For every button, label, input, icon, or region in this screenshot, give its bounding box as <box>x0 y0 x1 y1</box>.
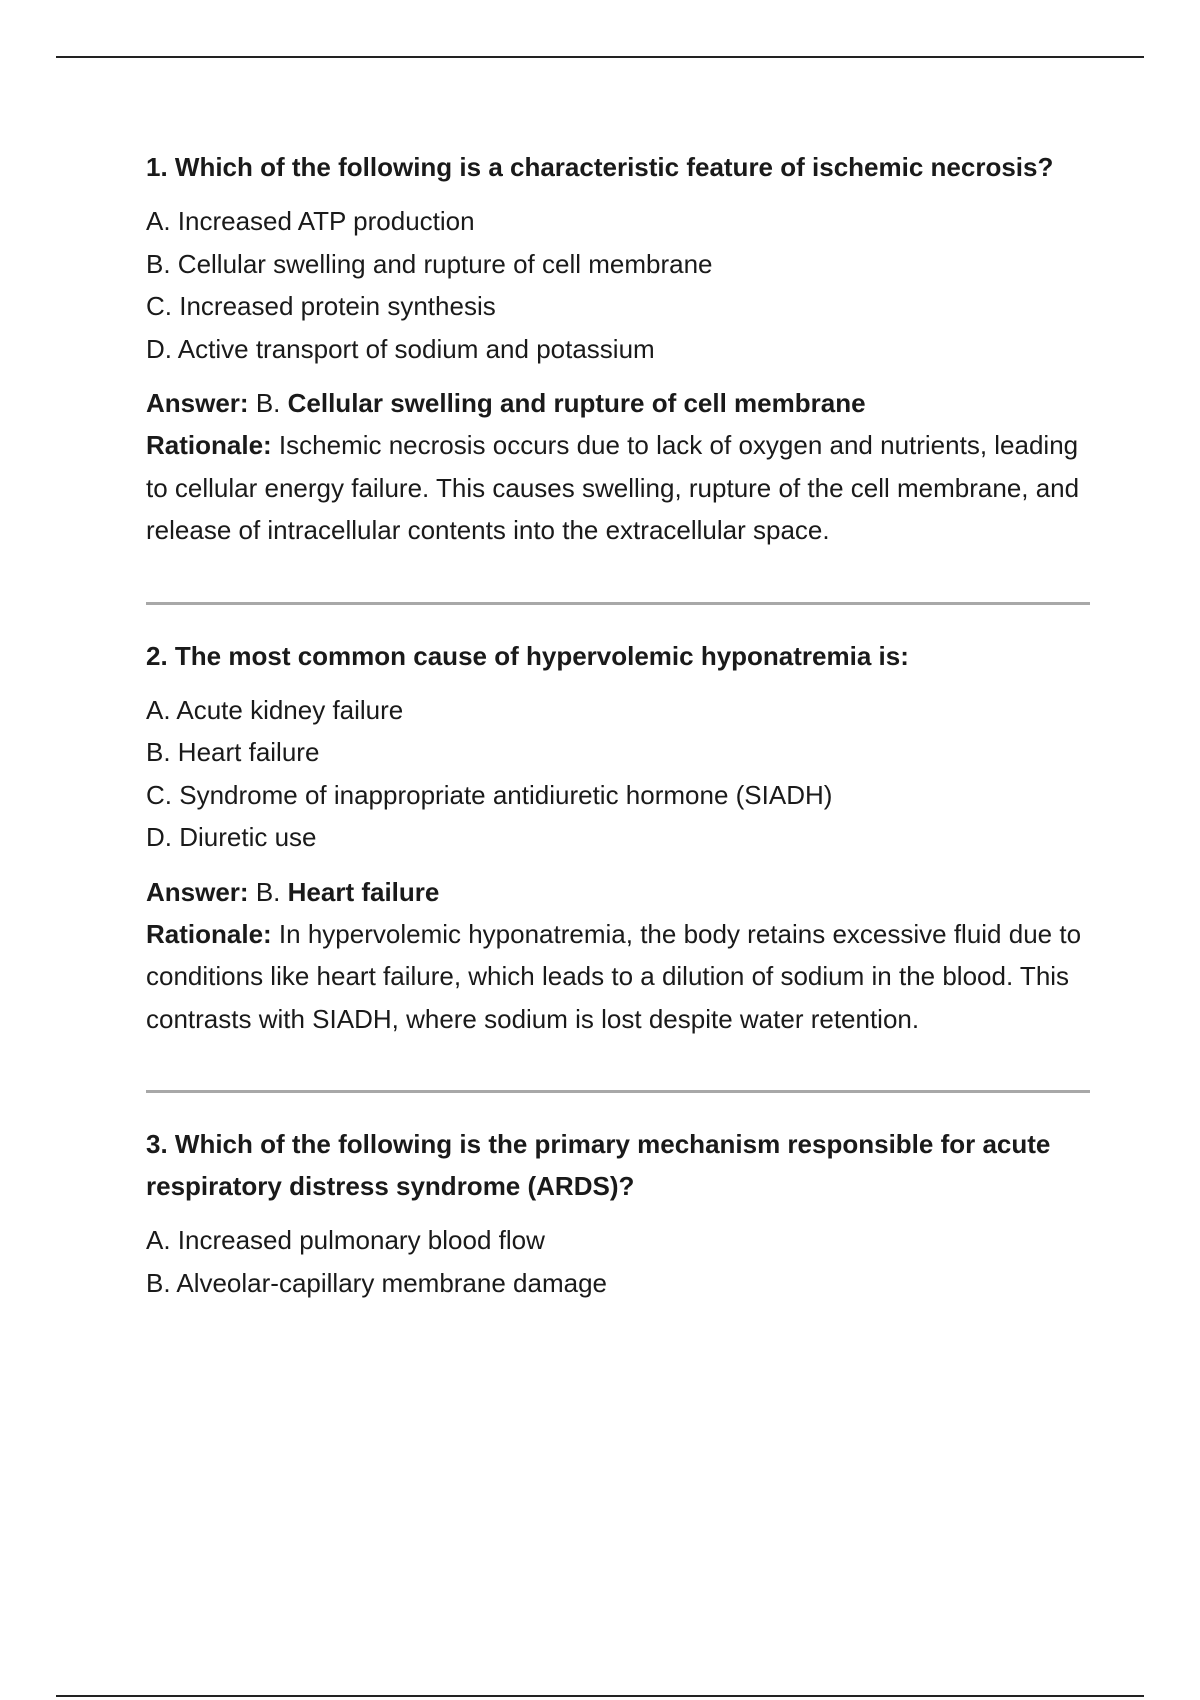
page-bottom-rule <box>56 1695 1144 1697</box>
answer-letter: B. <box>255 388 281 418</box>
rationale-paragraph <box>146 913 1090 1041</box>
option-list <box>146 1219 1090 1304</box>
rationale-label: Rationale: <box>146 430 272 460</box>
option-item: B. Cellular swelling and rupture of cell membrane <box>146 248 713 279</box>
section-divider <box>146 602 1090 605</box>
answer-label: Answer: <box>146 388 249 418</box>
rationale-text: Ischemic necrosis occurs due to lack of oxygen and nutrients, leading to cellular energy failure. This causes swelling, rupture of the cell membrane, and release of intracellular contents into the extracellular space. <box>146 430 1080 545</box>
option-item: D. Diuretic use <box>146 822 317 852</box>
rationale-text: In hypervolemic hyponatremia, the body retains excessive fluid due to conditions like heart failure, which leads to a dilution of sodium in the blood. This contrasts with SIADH, where sodium is lost despite water retention. <box>146 918 1082 1034</box>
page-top-rule <box>56 56 1144 58</box>
option-item: A. Increased ATP production <box>146 206 475 236</box>
rationale-label: Rationale: <box>146 918 272 949</box>
option-item: C. Syndrome of inappropriate antidiuretic hormone (SIADH) <box>146 779 833 810</box>
option-list <box>146 200 1090 370</box>
section-divider <box>146 1090 1090 1093</box>
option-item: C. Increased protein synthesis <box>146 291 496 321</box>
option-item: A. Increased pulmonary blood flow <box>146 1225 545 1255</box>
answer-letter: B. <box>255 876 281 907</box>
answer-line <box>146 871 1090 913</box>
question-block-3 <box>146 1123 1090 1304</box>
option-list <box>146 689 1090 859</box>
option-item: B. Heart failure <box>146 737 320 767</box>
question-text: 1. Which of the following is a characteristic feature of ischemic necrosis? <box>146 152 1054 182</box>
question-text: 2. The most common cause of hypervolemic hyponatremia is: <box>146 640 909 671</box>
question-block-2 <box>146 635 1090 1041</box>
answer-label: Answer: <box>146 876 249 907</box>
answer-line <box>146 382 1090 424</box>
answer-text: Cellular swelling and rupture of cell membrane <box>287 388 866 418</box>
option-item: B. Alveolar-capillary membrane damage <box>146 1267 607 1298</box>
option-item: D. Active transport of sodium and potassium <box>146 333 655 364</box>
option-item: A. Acute kidney failure <box>146 694 404 725</box>
document-content <box>146 146 1090 1316</box>
rationale-paragraph <box>146 424 1090 552</box>
answer-text: Heart failure <box>287 876 440 907</box>
question-block-1 <box>146 146 1090 552</box>
question-text: 3. Which of the following is the primary mechanism responsible for acute respiratory distress syndrome (ARDS)? <box>146 1129 1051 1201</box>
